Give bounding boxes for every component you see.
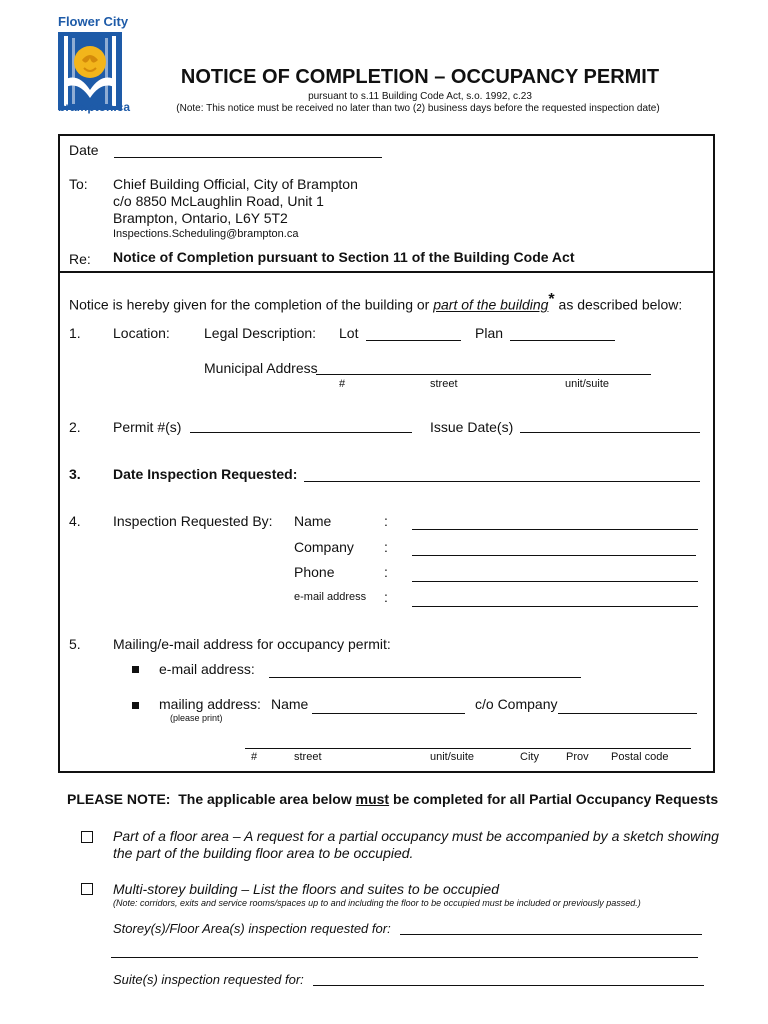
name-field[interactable] [412, 529, 698, 530]
notice-intro-link: part of the building [433, 296, 549, 313]
pursuant-text: pursuant to s.11 Building Code Act, s.o. 1992, c.23 [308, 91, 532, 102]
mailing-name-label: Name [271, 696, 309, 712]
mailing-name-field[interactable] [312, 713, 465, 714]
address-street-caption: street [430, 378, 458, 390]
mailing-city-caption: City [520, 751, 539, 763]
mailing-company-label: c/o Company [475, 696, 558, 712]
phone-label: Phone [294, 564, 335, 580]
addressee-line2: c/o 8850 McLaughlin Road, Unit 1 [113, 193, 324, 209]
email-field[interactable] [412, 606, 698, 607]
storey-field[interactable] [400, 934, 702, 935]
issue-date-label: Issue Date(s) [430, 419, 514, 435]
company-label: Company [294, 539, 354, 555]
mailing-address-label: mailing address: [159, 696, 261, 712]
floor-area-checkbox[interactable] [81, 831, 93, 843]
requested-by-label: Inspection Requested By: [113, 513, 273, 529]
company-field[interactable] [412, 555, 696, 556]
mailing-email-label: Mailing/e-mail address for occupancy permit: [113, 636, 391, 652]
name-label: Name [294, 513, 332, 529]
item3-number: 3. [69, 466, 81, 482]
please-note-heading [67, 791, 718, 807]
mailing-hash-caption: # [251, 751, 258, 763]
notice-intro-end: as described below: [558, 296, 683, 313]
permit-email-field[interactable] [269, 677, 581, 678]
please-note-start: PLEASE NOTE: The applicable area below [67, 791, 356, 807]
mailing-unit-caption: unit/suite [430, 751, 475, 763]
lot-label: Lot [339, 325, 359, 341]
bullet-icon [132, 666, 139, 673]
email-colon: : [384, 589, 388, 605]
company-colon: : [384, 539, 388, 555]
please-note-must: must [355, 791, 390, 807]
mailing-prov-caption: Prov [566, 751, 589, 763]
to-label: To: [69, 176, 88, 192]
storey-field-continued[interactable] [111, 957, 698, 958]
addressee-line3: Brampton, Ontario, L6Y 5T2 [113, 210, 288, 226]
municipal-address-label: Municipal Address [204, 360, 318, 376]
mailing-postal-caption: Postal code [611, 751, 669, 763]
mailing-company-field[interactable] [558, 713, 697, 714]
multi-storey-title: Multi-storey building – List the floors and suites to be occupied [113, 881, 499, 897]
item2-number: 2. [69, 419, 81, 435]
mailing-address-field[interactable] [245, 748, 691, 749]
logo-bottom-text: brampton.ca [58, 100, 131, 114]
suite-field[interactable] [313, 985, 704, 986]
suite-label: Suite(s) inspection requested for: [113, 972, 304, 987]
addressee-email[interactable]: Inspections.Scheduling@brampton.ca [113, 228, 299, 240]
permit-field[interactable] [190, 432, 412, 433]
date-inspection-field[interactable] [304, 481, 700, 482]
name-colon: : [384, 513, 388, 529]
permit-label: Permit #(s) [113, 419, 182, 435]
please-print-note: (please print) [170, 713, 223, 723]
permit-email-label: e-mail address: [159, 661, 255, 677]
logo-top-text: Flower City [58, 14, 129, 29]
address-unit-caption: unit/suite [565, 378, 610, 390]
multi-storey-note: (Note: corridors, exits and service rooms/spaces up to and including the floor to be occupied must be included or previously passed.) [113, 898, 641, 908]
date-field[interactable] [114, 157, 382, 158]
item4-number: 4. [69, 513, 81, 529]
phone-field[interactable] [412, 581, 698, 582]
plan-label: Plan [475, 325, 504, 341]
item5-number: 5. [69, 636, 81, 652]
please-note-end: be completed for all Partial Occupancy Requests [389, 791, 719, 807]
notice-intro [69, 291, 682, 313]
floor-area-line1: Part of a floor area – A request for a partial occupancy must be accompanied by a sketch showing [113, 828, 719, 844]
phone-colon: : [384, 564, 388, 580]
floor-area-line2: the part of the building floor area to be occupied. [113, 845, 414, 861]
lot-field[interactable] [366, 340, 461, 341]
page-title: NOTICE OF COMPLETION – OCCUPANCY PERMIT [180, 66, 660, 88]
bullet-icon [132, 702, 139, 709]
municipal-address-field[interactable] [316, 374, 651, 375]
notice-intro-start: Notice is hereby given for the completion of the building or [69, 296, 430, 313]
issue-date-field[interactable] [520, 432, 700, 433]
mailing-street-caption: street [294, 751, 322, 763]
legal-description-label: Legal Description: [204, 325, 317, 341]
plan-field[interactable] [510, 340, 615, 341]
asterisk: * [548, 291, 555, 308]
re-text: Notice of Completion pursuant to Section 11 of the Building Code Act [113, 249, 575, 265]
email-label: e-mail address [294, 591, 367, 603]
storey-label: Storey(s)/Floor Area(s) inspection requested for: [113, 921, 391, 936]
address-hash-caption: # [339, 378, 346, 390]
item1-number: 1. [69, 325, 81, 341]
date-label: Date [69, 142, 99, 158]
multi-storey-checkbox[interactable] [81, 883, 93, 895]
location-label: Location: [113, 325, 170, 341]
re-label: Re: [69, 251, 91, 267]
section-divider [58, 271, 715, 273]
header-note: (Note: This notice must be received no later than two (2) business days before the requested inspection date) [176, 103, 660, 114]
date-inspection-label: Date Inspection Requested: [113, 466, 298, 482]
addressee-line1: Chief Building Official, City of Brampton [113, 176, 358, 192]
